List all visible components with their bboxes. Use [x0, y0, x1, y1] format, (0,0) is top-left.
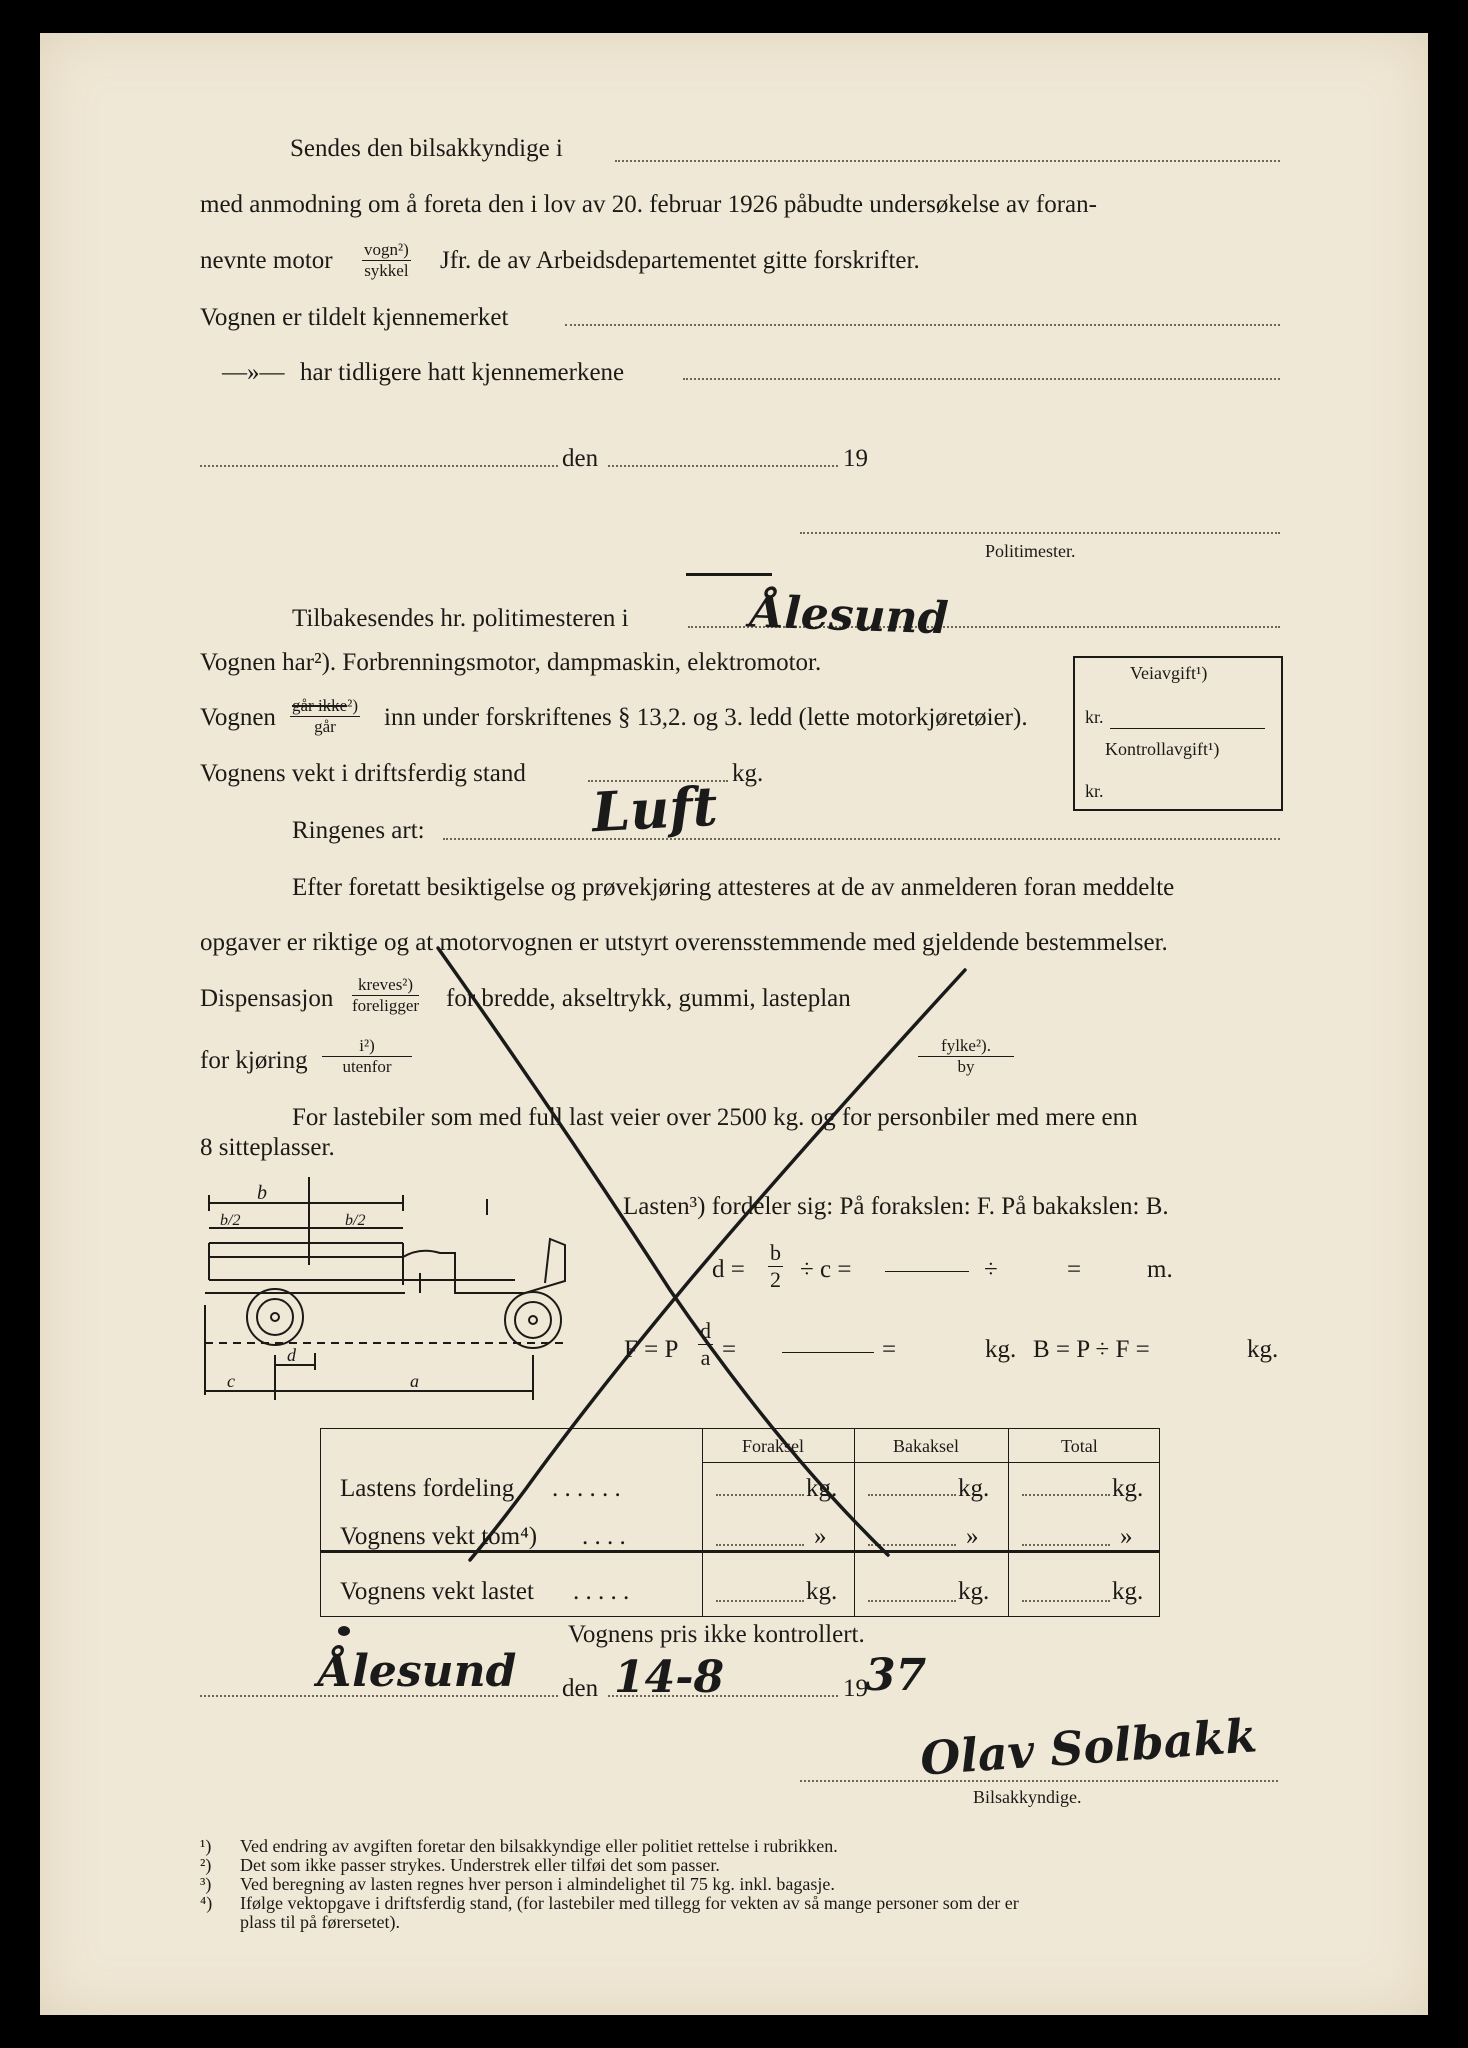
dispensasjon-label: Dispensasjon: [200, 985, 334, 1012]
formula-kg1: kg.: [985, 1336, 1017, 1363]
footnote-text: plass til på førersetet).: [240, 1912, 400, 1932]
table-cell-unit: kg.: [1112, 1475, 1144, 1502]
table-row-label: Lastens fordeling: [340, 1475, 515, 1502]
tilbakesendes-label: Tilbakesendes hr. politimesteren i: [292, 605, 629, 632]
politimester-label: Politimester.: [985, 541, 1076, 561]
table-row-leader: . . . . .: [573, 1578, 630, 1605]
table-cell-unit: »: [814, 1523, 827, 1550]
kreves-fraction: kreves²) foreligger: [352, 975, 420, 1015]
vognen-label: Vognen: [200, 704, 276, 731]
formula-F-eq1: =: [722, 1336, 737, 1363]
opgaver-line: opgaver er riktige og at motorvognen er utstyrt overensstemmende med gjeldende bestemmelser.: [200, 929, 1168, 956]
footnote-mark: ³): [200, 1874, 212, 1894]
formula-m: m.: [1147, 1256, 1173, 1283]
gar-fraction: går ikke²) går: [292, 696, 358, 736]
footnote-text: Ved endring av avgiften foretar den bilsakkyndige eller politiet rettelse i rubrikken.: [240, 1836, 838, 1856]
table-header-bakaksel: Bakaksel: [893, 1436, 959, 1456]
year-label-top: 19: [843, 445, 868, 472]
sitteplasser-line: 8 sitteplasser.: [200, 1134, 335, 1161]
table-row-leader: . . . . . .: [552, 1475, 621, 1502]
table-cell-unit: »: [966, 1523, 979, 1550]
table-cell-unit: kg.: [958, 1475, 990, 1502]
ringenes-label: Ringenes art:: [292, 817, 425, 844]
table-cell-unit: »: [1120, 1523, 1133, 1550]
table-cell-unit: kg.: [806, 1578, 838, 1605]
handwritten-date: 14-8: [614, 1652, 725, 1703]
formula-d-a-fraction: $\frac{d}{a}$: [700, 1318, 711, 1370]
tidligere-label: har tidligere hatt kjennemerkene: [300, 359, 625, 386]
footnote-mark: ⁴): [200, 1893, 213, 1913]
nevnte-motor-label: nevnte motor: [200, 247, 333, 274]
lasten-line: Lasten³) fordeler sig: På forakslen: F. På bakakslen: B.: [623, 1193, 1169, 1220]
vekt-label: Vognens vekt i driftsferdig stand: [200, 760, 526, 787]
veiavgift-kr: kr.: [1085, 707, 1104, 727]
table-cell-unit: kg.: [958, 1578, 990, 1605]
efter-line: Efter foretatt besiktigelse og prøvekjøring attesteres at de av anmelderen foran meddelte: [292, 874, 1175, 901]
dispensasjon-post: for bredde, akseltrykk, gummi, lasteplan: [446, 985, 851, 1012]
handwritten-place-top: Ålesund: [749, 586, 950, 645]
formula-F-eq2: =: [882, 1336, 897, 1363]
dia-b2a-label: b/2: [220, 1212, 241, 1229]
formula-F-pre: F = P: [624, 1336, 679, 1363]
vognens-pris-line: Vognens pris ikke kontrollert.: [568, 1621, 865, 1648]
table-header-foraksel: Foraksel: [742, 1436, 804, 1456]
formula-kg2: kg.: [1247, 1336, 1279, 1363]
dia-a-label: a: [410, 1371, 419, 1391]
footnote-text: Ved beregning av lasten regnes hver person i almindelighet til 75 kg. inkl. bagasje.: [240, 1874, 835, 1894]
handwritten-year: 37: [865, 1650, 927, 1701]
vognen-har-line: Vognen har²). Forbrenningsmotor, dampmaskin, elektromotor.: [200, 649, 822, 676]
dia-b-label: b: [257, 1182, 267, 1204]
table-row-label: Vognens vekt lastet: [340, 1578, 534, 1605]
den-label-bottom: den: [562, 1675, 599, 1702]
formula-b-2-fraction: $\frac{b}{2}$: [770, 1240, 781, 1292]
table-header-total: Total: [1061, 1436, 1098, 1456]
formula-div: ÷: [984, 1256, 998, 1283]
kjoring-label: for kjøring: [200, 1047, 308, 1074]
dia-d-label: d: [287, 1345, 296, 1365]
footnote-mark: ¹): [200, 1836, 212, 1856]
fylke-by-fraction: fylke²). by: [918, 1036, 1014, 1077]
ditto-mark: —»—: [222, 359, 285, 386]
vekt-kg: kg.: [732, 760, 764, 787]
bilsakkyndige-signature-field[interactable]: [800, 1780, 1278, 1782]
formula-eq: =: [1067, 1256, 1082, 1283]
dia-b2b-label: b/2: [345, 1212, 366, 1229]
ink-dot: [338, 1626, 350, 1636]
inn-under-line: inn under forskriftenes § 13,2. og 3. ledd (lette motorkjøretøier).: [384, 704, 1028, 731]
kjennemerket-label: Vognen er tildelt kjennemerket: [200, 304, 509, 331]
formula-B: B = P ÷ F =: [1033, 1336, 1150, 1363]
bilsakkyndige-label: Bilsakkyndige.: [973, 1787, 1082, 1807]
jfr-line: Jfr. de av Arbeidsdepartementet gitte forskrifter.: [440, 247, 920, 274]
dia-c-label: c: [227, 1371, 235, 1391]
sendes-line: Sendes den bilsakkyndige i: [290, 135, 563, 162]
formula-d-pre: d =: [712, 1256, 745, 1283]
den-label-top: den: [562, 445, 599, 472]
anmodning-line: med anmodning om å foreta den i lov av 20. februar 1926 påbudte undersøkelse av foran-: [200, 191, 1097, 218]
kontrollavgift-title: Kontrollavgift¹): [1105, 739, 1220, 759]
table-row-leader: . . . .: [582, 1523, 626, 1550]
veiavgift-title: Veiavgift¹): [1130, 663, 1208, 683]
i-utenfor-fraction: i²) utenfor: [322, 1036, 412, 1077]
footnote-text: Ifølge vektopgave i driftsferdig stand, (for lastebiler med tillegg for vekten av så mange personer som der er: [240, 1893, 1019, 1913]
footnote-text: Det som ikke passer strykes. Understrek eller tilføi det som passer.: [240, 1855, 720, 1875]
footnote-mark: ²): [200, 1855, 212, 1875]
lastebiler-line: For lastebiler som med full last veier over 2500 kg. og for personbiler med mere enn: [292, 1104, 1138, 1131]
handwritten-signature: Olav Solbakk: [918, 1708, 1259, 1786]
table-row-label: Vognens vekt tom⁴): [340, 1523, 538, 1550]
table-cell-unit: kg.: [806, 1475, 838, 1502]
handwritten-place-bottom: Ålesund: [318, 1646, 517, 1697]
table-cell-unit: kg.: [1112, 1578, 1144, 1605]
year-label-bottom: 19: [843, 1675, 868, 1702]
kontrollavgift-kr: kr.: [1085, 781, 1104, 801]
handwritten-ringenes: Luft: [590, 773, 719, 845]
formula-d-post: ÷ c =: [800, 1256, 852, 1283]
vogn-sykkel-fraction: vogn²) sykkel: [364, 240, 409, 280]
